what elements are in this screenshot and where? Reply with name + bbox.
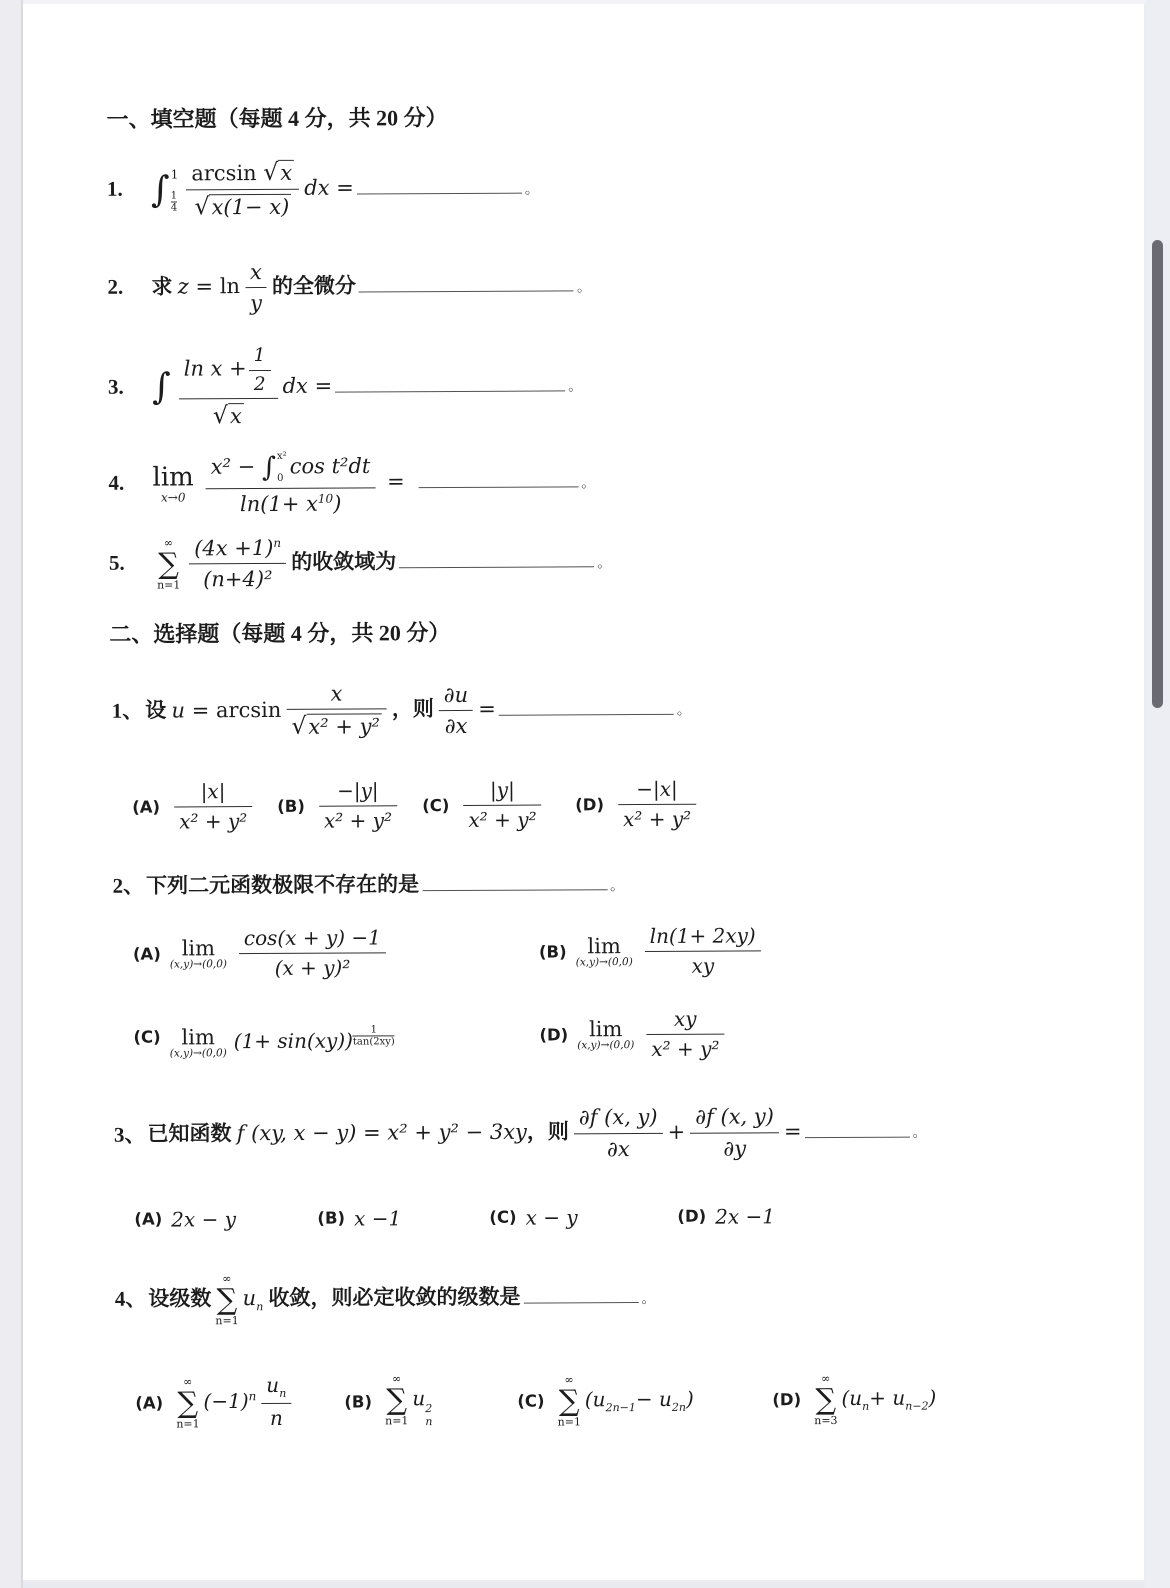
- denominator: x² + y²: [463, 805, 541, 832]
- limit-word: lim: [152, 461, 194, 493]
- function-name: arcsin: [191, 161, 257, 186]
- numerator-text: ln x +: [183, 356, 247, 382]
- period: 。: [641, 1291, 656, 1307]
- sum-lower-limit: n=1: [176, 1416, 200, 1431]
- fraction: [179, 345, 278, 429]
- scrollbar-track[interactable]: [1146, 0, 1170, 1588]
- denominator-text: ): [333, 491, 342, 516]
- formula: [150, 157, 354, 221]
- period: 。: [524, 182, 539, 198]
- numerator: ∂f (x, y): [695, 1104, 774, 1130]
- limit: [170, 938, 227, 971]
- option-expression: 2x −1: [715, 1204, 776, 1229]
- numerator: cos(x + y) −1: [243, 925, 381, 951]
- option-b: [317, 1206, 489, 1231]
- option-expression: x − y: [525, 1205, 578, 1230]
- answer-blank: [418, 483, 578, 488]
- formula: [577, 1008, 729, 1062]
- denominator: x² + y²: [646, 1034, 724, 1061]
- denominator-text: ln(1+ x: [239, 491, 318, 516]
- limit-subscript: (x,y)→(0,0): [577, 1039, 635, 1052]
- section1-title: [107, 97, 1170, 134]
- fraction: [261, 1374, 291, 1431]
- integral: [262, 451, 287, 485]
- function-name: ln: [219, 274, 241, 299]
- variable: z: [177, 274, 189, 299]
- fraction: [286, 682, 387, 741]
- summation: [157, 538, 181, 591]
- term-subscript: n: [279, 1386, 287, 1400]
- denominator: xy: [645, 951, 761, 979]
- answer-blank: [422, 887, 607, 892]
- integral-icon: ∫: [150, 169, 170, 211]
- fraction: [186, 159, 299, 221]
- denominator: x² + y²: [618, 804, 696, 831]
- numerator: [186, 159, 299, 190]
- integral-bounds: [171, 167, 179, 213]
- term: ): [685, 1386, 694, 1411]
- limit: [152, 461, 194, 505]
- fraction: [189, 536, 286, 592]
- base-expression: (1+ sin(xy)): [233, 1028, 353, 1054]
- sum-icon: ∑: [216, 1281, 238, 1317]
- sum-lower-limit: n=1: [557, 1414, 581, 1429]
- fraction: [645, 925, 761, 979]
- formula: [170, 927, 391, 981]
- fill-question-4: [108, 446, 1170, 517]
- question-text: 收敛，则必定收敛的级数是: [268, 1284, 521, 1310]
- term: (−1): [203, 1388, 249, 1413]
- numerator: −|y|: [337, 778, 379, 804]
- question-text: 设: [145, 698, 167, 723]
- term-subscript: n: [256, 1299, 264, 1313]
- numerator: [189, 536, 286, 564]
- plus-sign: +: [667, 1119, 686, 1144]
- option-label: (A): [134, 1209, 163, 1229]
- sum-upper-limit: ∞: [163, 536, 174, 550]
- option-label: (B): [317, 1208, 346, 1228]
- summation: [557, 1374, 581, 1427]
- fraction: [239, 927, 386, 981]
- term: − u: [635, 1386, 672, 1411]
- sum-lower-limit: n=1: [385, 1414, 409, 1428]
- answer-blank: [357, 190, 522, 195]
- option-c: [422, 779, 575, 833]
- equation: f (xy, x − y) = x² + y² − 3xy: [236, 1120, 527, 1146]
- formula: [553, 1373, 693, 1427]
- numerator: [179, 345, 278, 398]
- summation: [215, 1273, 239, 1326]
- function-name: arcsin: [215, 697, 282, 723]
- sum-lower-limit: n=3: [814, 1413, 838, 1427]
- period: 。: [568, 379, 583, 396]
- period: 。: [581, 476, 596, 492]
- numerator: x: [330, 681, 343, 706]
- exponent: 10: [317, 491, 334, 506]
- formula: [434, 682, 496, 738]
- section2-title: [109, 613, 1170, 650]
- equals-sign: =: [478, 696, 496, 721]
- numerator: xy: [673, 1007, 697, 1032]
- fraction: [646, 1008, 724, 1061]
- formula: [152, 450, 405, 516]
- question-number: 4、: [114, 1286, 147, 1311]
- denominator: ∂x: [439, 710, 474, 738]
- term-subscript: n: [425, 1415, 433, 1429]
- sum-lower-limit: n=1: [215, 1313, 239, 1328]
- option-label: (D): [575, 795, 605, 815]
- option-b: [344, 1373, 517, 1429]
- mini-denominator: tan(2xy): [352, 1036, 395, 1048]
- limit: [577, 1019, 634, 1052]
- limit-word: lim: [181, 936, 216, 961]
- sum-icon: ∑: [386, 1382, 408, 1417]
- denominator: n: [261, 1403, 291, 1430]
- option-b: [539, 925, 766, 979]
- sum-icon: ∑: [177, 1384, 199, 1420]
- term: u: [242, 1285, 257, 1310]
- term: u: [412, 1386, 426, 1411]
- integral-upper-bound: x²: [276, 450, 287, 462]
- answer-blank: [523, 1299, 638, 1304]
- denominator: (n+4)²: [189, 563, 286, 592]
- option-label: (C): [489, 1207, 517, 1228]
- option-label: (C): [422, 796, 450, 816]
- summation: [814, 1373, 838, 1426]
- sqrt-arg: x(1− x): [209, 194, 291, 219]
- sqrt-icon: √: [194, 192, 210, 221]
- integral-icon: ∫: [151, 366, 171, 408]
- fraction: [463, 779, 541, 832]
- term-subscript: n: [862, 1399, 870, 1413]
- denominator: ∂y: [690, 1132, 779, 1161]
- answer-blank: [359, 288, 574, 293]
- exponent-fraction: [353, 1014, 395, 1048]
- section1-title-text: 一、填空题（每题 4 分，共 20 分）: [106, 105, 448, 132]
- option-label: (B): [344, 1392, 373, 1412]
- integral: [151, 167, 179, 213]
- fraction: [319, 780, 397, 833]
- option-expression: x −1: [353, 1206, 402, 1231]
- fill-question-2: [107, 255, 1170, 316]
- variable: u: [171, 698, 186, 723]
- formula: [576, 925, 766, 979]
- numerator: −|x|: [636, 777, 678, 802]
- integral-lower-bound: [171, 190, 177, 213]
- limit-subscript: (x,y)→(0,0): [575, 956, 633, 969]
- numerator-text: (4x +1): [194, 535, 274, 561]
- exponent: n: [273, 535, 282, 550]
- option-label: (C): [517, 1391, 545, 1411]
- fraction: [574, 1105, 663, 1161]
- option-label: (B): [277, 797, 305, 817]
- term: ): [928, 1385, 937, 1410]
- numerator: 1: [253, 345, 266, 367]
- mini-numerator: 1: [170, 189, 178, 202]
- question-text: ，则: [526, 1120, 569, 1145]
- mini-numerator: 1: [370, 1024, 377, 1036]
- option-d: [772, 1372, 936, 1426]
- sqrt-icon: √: [212, 401, 228, 430]
- formula: [171, 681, 391, 741]
- denominator: [206, 487, 376, 516]
- term: u: [266, 1372, 280, 1397]
- equals-sign: =: [195, 274, 214, 299]
- denominator: x² + y²: [174, 807, 252, 834]
- numerator: ln(1+ 2xy): [649, 923, 756, 949]
- fraction: [690, 1105, 779, 1161]
- page-bottom-edge: [23, 1582, 1144, 1588]
- equals-sign: =: [783, 1118, 802, 1143]
- period: 。: [597, 556, 612, 572]
- formula: [237, 1120, 527, 1146]
- option-b: [277, 780, 422, 834]
- limit-word: lim: [588, 1017, 623, 1042]
- option-a: [132, 780, 277, 834]
- fill-question-3: [108, 341, 1170, 430]
- option-label: (A): [135, 1393, 164, 1413]
- option-c: [489, 1205, 677, 1230]
- choice-question-2-options-cd: [133, 1006, 1170, 1064]
- option-label: (B): [538, 942, 567, 963]
- denominator: 2: [249, 370, 271, 395]
- option-a: [135, 1373, 344, 1431]
- exponent: 2: [425, 1402, 433, 1416]
- question-number: 5.: [108, 550, 125, 575]
- sqrt-icon: √: [291, 712, 307, 741]
- numerator: x: [249, 260, 262, 285]
- denominator: y: [245, 287, 267, 315]
- period: 。: [912, 1126, 927, 1142]
- formula: [810, 1372, 936, 1426]
- integral-bounds: [277, 451, 287, 485]
- integral-upper-bound: 1: [170, 166, 179, 182]
- limit-subscript: x→0: [160, 490, 186, 505]
- choice-question-3: [114, 1103, 1170, 1164]
- fraction: [618, 778, 696, 831]
- term: (u: [584, 1386, 606, 1411]
- summation: [176, 1376, 200, 1429]
- numerator: ∂f (x, y): [578, 1105, 658, 1130]
- sum-upper-limit: ∞: [183, 1374, 193, 1389]
- sum-upper-limit: ∞: [391, 1372, 402, 1386]
- limit-subscript: (x,y)→(0,0): [169, 958, 228, 971]
- answer-blank: [335, 387, 565, 392]
- sum-icon: ∑: [158, 546, 180, 581]
- summation: [385, 1374, 409, 1427]
- numerator-text: x² −: [210, 454, 256, 479]
- limit-word: lim: [587, 934, 621, 959]
- numerator: |y|: [489, 778, 515, 803]
- sum-icon: ∑: [558, 1382, 580, 1418]
- section2-title-text: 二、选择题（每题 4 分，共 20 分）: [109, 620, 451, 648]
- question-number: 3.: [107, 374, 124, 399]
- option-c: [517, 1373, 772, 1427]
- choice-question-1-options: [132, 776, 1170, 834]
- option-label: (A): [132, 798, 161, 818]
- question-text: ，则: [391, 696, 434, 722]
- option-label: (D): [539, 1025, 569, 1046]
- denominator: [286, 709, 387, 741]
- equals-sign: =: [336, 175, 354, 200]
- denominator: x² + y²: [319, 806, 397, 833]
- sqrt: [263, 157, 294, 186]
- limit: [170, 1027, 227, 1060]
- term-subscript: 2n−1: [605, 1400, 636, 1414]
- option-d: [677, 1204, 775, 1229]
- period: 。: [576, 280, 591, 296]
- question-text: 下列二元函数极限不存在的是: [146, 872, 420, 899]
- question-number: 2、: [112, 874, 145, 899]
- choice-question-4-options: [135, 1369, 1170, 1431]
- differential: dx: [282, 373, 308, 398]
- answer-blank: [805, 1133, 910, 1138]
- option-label: (D): [772, 1389, 802, 1409]
- scrollbar-thumb[interactable]: [1152, 240, 1163, 708]
- question-number: 3、: [113, 1122, 146, 1147]
- limit-word: lim: [181, 1025, 215, 1050]
- sqrt-arg: x: [278, 160, 294, 185]
- question-text: 求: [151, 274, 173, 299]
- formula: [151, 345, 333, 430]
- numerator: ∂u: [443, 682, 469, 707]
- mini-fraction: [353, 1025, 395, 1048]
- equals-sign: =: [191, 698, 210, 723]
- fraction: [439, 683, 474, 738]
- formula: [177, 260, 272, 316]
- answer-blank: [499, 711, 674, 716]
- numerator: |x|: [200, 779, 226, 804]
- question-number: 1.: [106, 176, 123, 201]
- option-label: (C): [133, 1028, 161, 1048]
- question-number: 2.: [107, 274, 124, 300]
- numerator: [261, 1374, 291, 1404]
- choice-question-3-options: [134, 1202, 1170, 1231]
- choice-question-1: [112, 678, 1170, 742]
- option-d: [575, 778, 701, 832]
- denominator: [186, 189, 299, 221]
- question-number: 1、: [111, 698, 144, 723]
- option-d: [539, 1008, 729, 1062]
- fraction: [174, 781, 252, 834]
- numerator: [206, 450, 376, 488]
- integral: [151, 366, 171, 408]
- limit-subscript: (x,y)→(0,0): [169, 1047, 227, 1060]
- question-text: 已知函数: [147, 1121, 232, 1147]
- term: + u: [869, 1385, 906, 1410]
- formula: [172, 1374, 296, 1431]
- sqrt: [291, 712, 382, 741]
- mini-denominator: 4: [170, 201, 178, 214]
- formula: [569, 1104, 802, 1161]
- fill-question-5: [109, 531, 1170, 592]
- option-a: [133, 926, 539, 981]
- answer-blank: [399, 563, 594, 568]
- denominator: ∂x: [574, 1133, 663, 1162]
- option-c: [133, 1013, 539, 1060]
- exponent: n: [248, 1388, 257, 1404]
- sum-upper-limit: ∞: [564, 1372, 574, 1386]
- numerator-text: cos t²dt: [289, 453, 371, 479]
- term-subscript: n−2: [905, 1399, 929, 1413]
- choice-question-4: [115, 1268, 1170, 1327]
- option-label: (A): [132, 945, 161, 965]
- option-expression: 2x − y: [171, 1206, 237, 1232]
- period: 。: [610, 879, 625, 895]
- equals-sign: =: [387, 469, 405, 494]
- choice-question-2-options-ab: [133, 923, 1170, 981]
- option-label: (D): [677, 1206, 707, 1227]
- sum-lower-limit: n=1: [157, 578, 181, 592]
- fill-question-1: [107, 154, 1170, 221]
- choice-question-2: [113, 865, 1170, 901]
- sqrt-arg: x: [228, 403, 244, 428]
- integral-icon: ∫: [261, 452, 277, 484]
- denominator: [179, 398, 278, 430]
- sqrt-arg: x² + y²: [306, 714, 382, 739]
- sqrt-icon: √: [263, 157, 279, 186]
- question-number: 4.: [108, 470, 125, 495]
- question-text: 的全微分: [271, 273, 356, 299]
- term-subscript: 2n: [671, 1400, 687, 1414]
- term-sub-sup: [425, 1404, 432, 1429]
- sum-icon: ∑: [815, 1381, 837, 1416]
- question-text: 设级数: [148, 1286, 212, 1311]
- denominator: (x + y)²: [239, 953, 386, 981]
- formula: [381, 1374, 433, 1430]
- formula: [170, 1014, 395, 1060]
- period: 。: [676, 703, 691, 719]
- sum-upper-limit: ∞: [222, 1271, 232, 1285]
- sqrt: [194, 192, 292, 221]
- integral-lower-bound: 0: [277, 473, 284, 485]
- sum-upper-limit: ∞: [821, 1371, 831, 1385]
- question-text: 的收敛域为: [291, 549, 397, 575]
- fraction: [206, 450, 376, 516]
- term: (u: [841, 1385, 863, 1410]
- equals-sign: =: [314, 373, 333, 398]
- sqrt: [212, 401, 244, 430]
- option-a: [134, 1206, 317, 1231]
- formula: [211, 1271, 264, 1328]
- fraction: [245, 260, 267, 315]
- formula: [153, 535, 291, 592]
- nested-fraction: [249, 345, 271, 395]
- limit: [576, 936, 633, 969]
- differential: dx: [304, 175, 330, 200]
